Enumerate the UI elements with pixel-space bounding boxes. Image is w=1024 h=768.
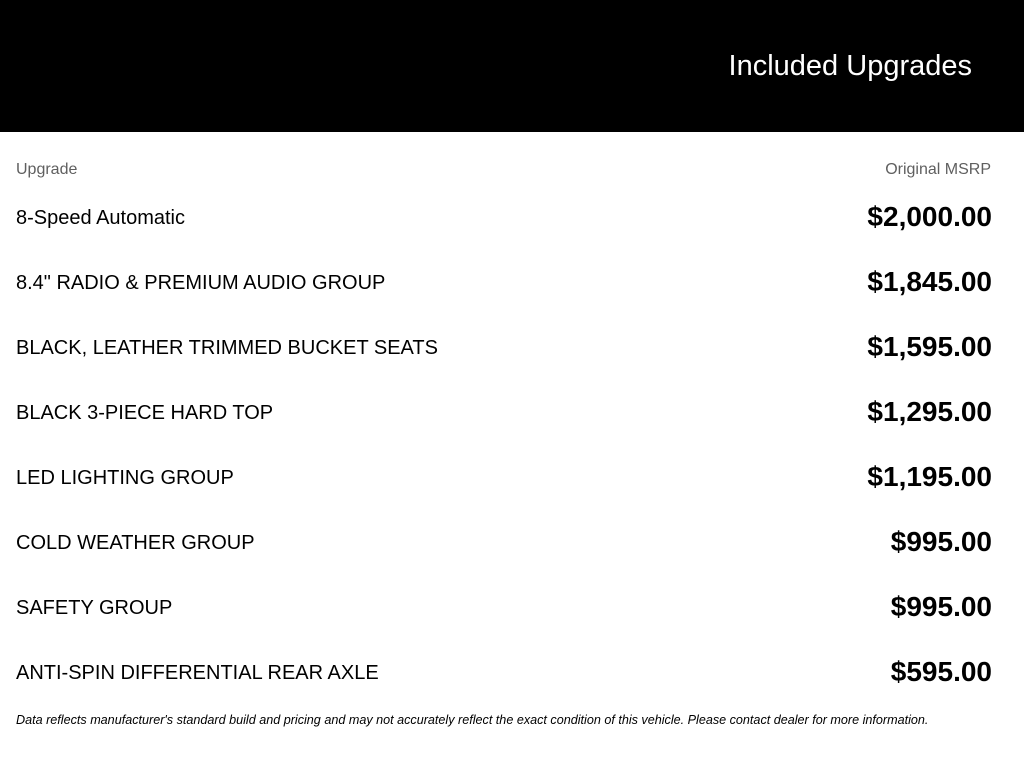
- upgrade-row: [0, 575, 1024, 640]
- upgrade-name: COLD WEATHER GROUP: [16, 532, 255, 554]
- upgrade-row: [0, 380, 1024, 445]
- upgrade-name: 8.4" RADIO & PREMIUM AUDIO GROUP: [16, 272, 386, 294]
- upgrade-price: $995.00: [890, 526, 992, 557]
- upgrade-row: [0, 510, 1024, 575]
- column-header-upgrade: Upgrade: [16, 161, 78, 178]
- upgrade-name: 8-Speed Automatic: [16, 207, 185, 229]
- upgrade-name: BLACK 3-PIECE HARD TOP: [16, 402, 274, 424]
- header-banner: [0, 0, 1024, 132]
- upgrade-row: [0, 185, 1024, 250]
- upgrade-price: $1,195.00: [867, 461, 992, 492]
- upgrade-row: [0, 315, 1024, 380]
- upgrade-row: [0, 640, 1024, 705]
- upgrade-name: SAFETY GROUP: [16, 597, 173, 619]
- disclaimer-text: Data reflects manufacturer's standard build and pricing and may not accurately reflect the exact condition of this vehicle. Please contact dealer for more information.: [16, 713, 929, 727]
- upgrade-price: $1,295.00: [867, 396, 992, 427]
- upgrade-price: $2,000.00: [867, 201, 992, 232]
- upgrade-name: BLACK, LEATHER TRIMMED BUCKET SEATS: [16, 337, 438, 359]
- upgrade-price: $1,595.00: [867, 331, 992, 362]
- page-title: Included Upgrades: [728, 50, 972, 82]
- upgrade-price: $1,845.00: [867, 266, 992, 297]
- upgrade-price: $995.00: [890, 591, 992, 622]
- upgrade-row: [0, 445, 1024, 510]
- upgrade-row: [0, 250, 1024, 315]
- upgrade-price: $595.00: [890, 656, 992, 687]
- column-header-msrp: Original MSRP: [885, 161, 991, 178]
- upgrade-list: [0, 185, 1024, 705]
- upgrade-name: ANTI-SPIN DIFFERENTIAL REAR AXLE: [16, 662, 379, 684]
- upgrade-name: LED LIGHTING GROUP: [16, 467, 234, 489]
